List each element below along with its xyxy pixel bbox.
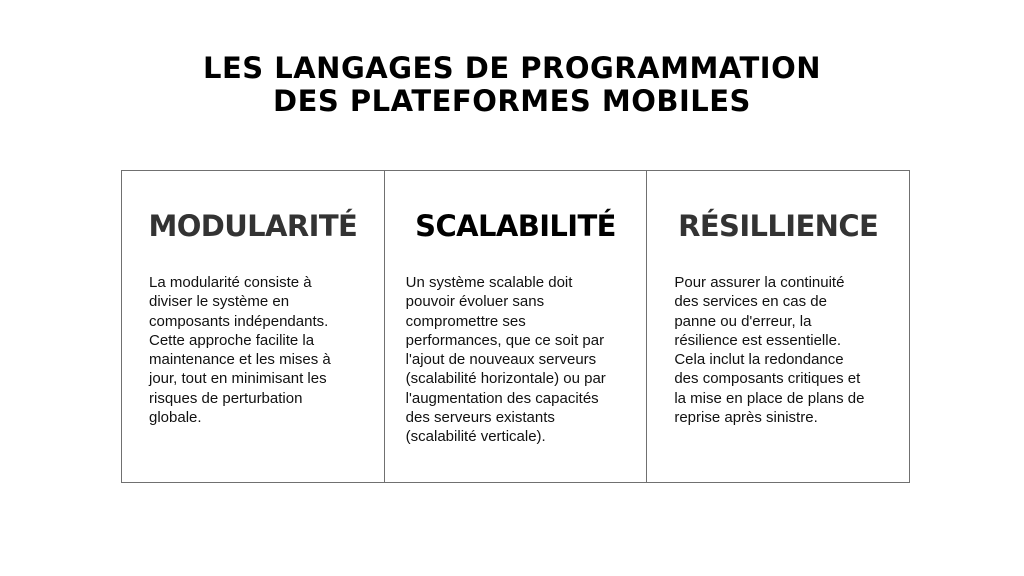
column-heading-scalabilite: SCALABILITÉ <box>415 209 616 243</box>
text-line: panne ou d'erreur, la <box>674 312 812 330</box>
text-line: reprise après sinistre. <box>674 409 818 427</box>
text-line: Pour assurer la continuité <box>674 274 845 291</box>
title-line-2: DES PLATEFORMES MOBILES <box>273 84 751 118</box>
text-line: résilience est essentielle. <box>674 331 842 349</box>
column-heading-modularite: MODULARITÉ <box>148 209 358 243</box>
text-line: performances, que ce soit par <box>405 331 605 349</box>
column-modularite <box>122 171 384 482</box>
text-line: l'ajout de nouveaux serveurs <box>405 351 597 369</box>
text-line: Un système scalable doit <box>405 274 573 291</box>
text-line: Cela inclut la redondance <box>674 351 844 369</box>
text-line: La modularité consiste à <box>149 274 312 291</box>
page-title <box>0 52 1024 118</box>
text-line: Cette approche facilite la <box>149 331 315 349</box>
text-line: globale. <box>149 409 202 427</box>
text-line: diviser le système en <box>149 293 290 311</box>
columns-panel <box>121 170 910 483</box>
text-line: (scalabilité horizontale) ou par <box>405 370 606 388</box>
text-line: (scalabilité verticale). <box>405 428 546 446</box>
text-line: des serveurs existants <box>405 409 555 427</box>
text-line: des composants critiques et <box>674 370 861 388</box>
text-line: risques de perturbation <box>149 389 303 407</box>
text-line: maintenance et les mises à <box>149 351 331 369</box>
text-line: jour, tout en minimisant les <box>149 370 327 388</box>
text-line: pouvoir évoluer sans <box>405 293 545 311</box>
column-heading-resillience: RÉSILLIENCE <box>678 209 879 243</box>
column-text-resillience <box>674 273 864 427</box>
text-line: composants indépendants. <box>149 312 329 330</box>
text-line: des services en cas de <box>674 293 827 311</box>
column-scalabilite <box>384 171 647 482</box>
text-line: la mise en place de plans de <box>674 389 865 407</box>
title-line-1: LES LANGAGES DE PROGRAMMATION <box>202 51 821 85</box>
column-resillience <box>646 171 909 482</box>
text-line: compromettre ses <box>405 312 526 330</box>
text-line: l'augmentation des capacités <box>405 389 599 407</box>
column-text-scalabilite <box>406 273 606 447</box>
column-text-modularite <box>149 273 331 427</box>
